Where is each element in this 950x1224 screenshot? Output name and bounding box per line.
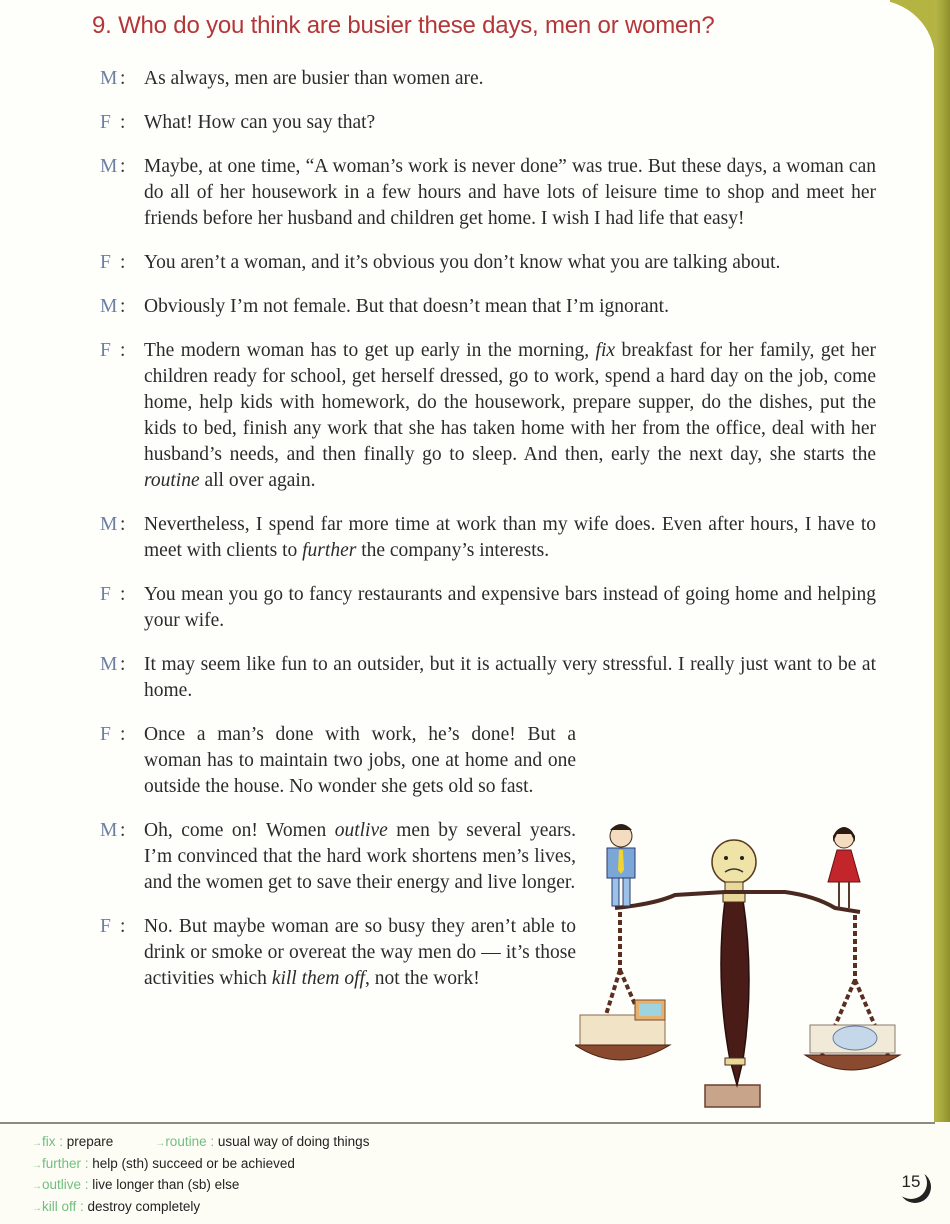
text-segment: Maybe, at one time, “A woman’s work is never done” was true. But these days, a woman can do all of her housework in a few hours and have lots of leisure time to shop and meet her friends before her husband and children get home. I wish I had life that easy! xyxy=(144,156,876,229)
scale-face xyxy=(712,840,756,884)
text-segment: The modern woman has to get up early in the morning, xyxy=(144,340,596,361)
man-figure xyxy=(607,824,635,906)
text-segment: You mean you go to fancy restaurants and expensive bars instead of going home and helping your wife. xyxy=(144,584,876,631)
glossary-definition: usual way of doing things xyxy=(217,1134,370,1149)
text-segment: Obviously I’m not female. But that doesn’t mean that I’m ignorant. xyxy=(144,296,669,317)
side-color-band xyxy=(934,0,950,1122)
utterance-text xyxy=(144,250,876,276)
text-segment: No. But maybe woman are so busy they aren’t able to drink or smoke or overeat the way men do — it’s those activities which xyxy=(144,916,576,989)
speaker-colon: : xyxy=(120,724,126,745)
vocabulary-glossary xyxy=(32,1132,369,1218)
speaker-colon: : xyxy=(120,68,126,89)
vocabulary-term: outlive xyxy=(334,820,388,841)
speaker-label xyxy=(100,818,144,896)
vocabulary-term: fix xyxy=(595,340,616,361)
speaker-label xyxy=(100,914,144,992)
glossary-definition: prepare xyxy=(66,1134,114,1149)
vocabulary-term: kill them off xyxy=(271,968,365,989)
page-number: 15 xyxy=(895,1167,927,1199)
utterance-text xyxy=(144,110,876,136)
glossary-term: outlive : xyxy=(42,1177,93,1192)
utterance-text xyxy=(144,582,876,634)
speaker-label xyxy=(100,652,144,704)
speaker-initial: F xyxy=(100,916,111,937)
speaker-label xyxy=(100,722,144,800)
speaker-initial: M xyxy=(100,654,118,675)
dialogue-turn xyxy=(100,652,876,704)
page-number-badge xyxy=(895,1167,929,1201)
speaker-label xyxy=(100,338,144,494)
speaker-label xyxy=(100,110,144,136)
dialogue-turn xyxy=(100,250,876,276)
speaker-label xyxy=(100,294,144,320)
speaker-colon: : xyxy=(120,340,126,361)
speaker-initial: F xyxy=(100,112,111,133)
glossary-entry xyxy=(32,1156,295,1171)
speaker-label xyxy=(100,154,144,232)
speaker-colon: : xyxy=(120,514,126,535)
text-segment: the company’s interests. xyxy=(356,540,550,561)
glossary-row xyxy=(32,1132,369,1154)
dialogue-turn xyxy=(100,722,876,800)
text-segment: all over again. xyxy=(199,470,316,491)
utterance-text xyxy=(144,818,576,896)
utterance-text xyxy=(144,154,876,232)
utterance-text xyxy=(144,294,876,320)
speaker-initial: M xyxy=(100,296,118,317)
text-segment: Oh, come on! Women xyxy=(144,820,335,841)
balance-scale-illustration xyxy=(575,800,905,1110)
speaker-label xyxy=(100,66,144,92)
glossary-row xyxy=(32,1175,369,1197)
glossary-row xyxy=(32,1197,369,1219)
dialogue-turn xyxy=(100,512,876,564)
text-segment: , not the work! xyxy=(364,968,480,989)
glossary-definition: help (sth) succeed or be achieved xyxy=(92,1155,295,1171)
dialogue-turn xyxy=(100,66,876,92)
text-segment: As always, men are busier than women are. xyxy=(144,68,484,89)
glossary-entry xyxy=(155,1134,369,1149)
utterance-text xyxy=(144,338,876,494)
woman-figure xyxy=(828,827,860,908)
speaker-colon: : xyxy=(120,156,126,177)
glossary-term: routine : xyxy=(165,1134,218,1149)
glossary-term: kill off : xyxy=(42,1198,88,1214)
utterance-text xyxy=(144,914,576,992)
dialogue-turn xyxy=(100,582,876,634)
speaker-colon: : xyxy=(120,916,126,937)
utterance-text xyxy=(144,722,576,800)
speaker-label xyxy=(100,582,144,634)
speaker-colon: : xyxy=(120,112,126,133)
section-title: 9. Who do you think are busier these days, men or women? xyxy=(92,12,715,39)
dialogue-turn xyxy=(100,154,876,232)
utterance-text xyxy=(144,652,876,704)
text-segment: What! How can you say that? xyxy=(144,112,376,133)
text-segment: Nevertheless, I spend far more time at work than my wife does. Even after hours, I have to meet with clients to xyxy=(144,514,876,561)
utterance-text xyxy=(144,512,876,564)
glossary-definition: live longer than (sb) else xyxy=(92,1177,240,1192)
dialogue-turn xyxy=(100,294,876,320)
speaker-colon: : xyxy=(120,296,126,317)
dialogue-turn xyxy=(100,110,876,136)
arrow-icon: → xyxy=(32,1202,42,1214)
arrow-icon: → xyxy=(155,1138,166,1149)
glossary-entry xyxy=(32,1199,200,1214)
glossary-definition: destroy completely xyxy=(87,1198,201,1214)
speaker-initial: F xyxy=(100,340,111,361)
scale-post xyxy=(721,900,749,1085)
arrow-icon: → xyxy=(32,1181,42,1192)
speaker-initial: M xyxy=(100,820,118,841)
speaker-initial: F xyxy=(100,724,111,745)
utterance-text xyxy=(144,66,876,92)
glossary-term: further : xyxy=(42,1155,93,1171)
vocabulary-term: routine xyxy=(144,470,200,491)
text-segment: It may seem like fun to an outsider, but it is actually very stressful. I really just want to be at home. xyxy=(144,654,876,701)
speaker-colon: : xyxy=(120,654,126,675)
speaker-label xyxy=(100,512,144,564)
text-segment: men by several years. I’m convinced that the hard work shortens men’s lives, and the women get to save their energy and live longer. xyxy=(144,820,577,893)
speaker-label xyxy=(100,250,144,276)
vocabulary-term: further xyxy=(302,540,357,561)
arrow-icon: → xyxy=(32,1159,42,1171)
text-segment: You aren’t a woman, and it’s obvious you don’t know what you are talking about. xyxy=(144,252,781,273)
glossary-entry xyxy=(32,1177,239,1192)
speaker-initial: M xyxy=(100,68,118,89)
left-pan xyxy=(575,1045,670,1060)
arrow-icon: → xyxy=(32,1138,42,1149)
text-segment: Once a man’s done with work, he’s done! But a woman has to maintain two jobs, one at home and one outside the house. No wonder she gets old so fast. xyxy=(144,724,576,797)
glossary-row xyxy=(32,1154,369,1176)
speaker-initial: M xyxy=(100,156,118,177)
text-segment: breakfast for her family, get her children ready for school, get herself dressed, go to work, spend a hard day on the job, come home, help kids with homework, do the housework, prepare supper, do the dishes, put the kids to bed, finish any work that she has taken home with her from the office, deal with her husband’s needs, and then finally go to sleep. And then, early the next day, she starts the xyxy=(144,340,876,465)
speaker-initial: M xyxy=(100,514,118,535)
speaker-colon: : xyxy=(120,820,126,841)
dialogue-turn xyxy=(100,338,876,494)
speaker-initial: F xyxy=(100,252,111,273)
speaker-initial: F xyxy=(100,584,111,605)
right-pan xyxy=(805,1055,900,1070)
scale-base xyxy=(705,1085,760,1107)
speaker-colon: : xyxy=(120,252,126,273)
glossary-term: fix : xyxy=(42,1134,67,1149)
glossary-entry xyxy=(32,1134,113,1149)
speaker-colon: : xyxy=(120,584,126,605)
